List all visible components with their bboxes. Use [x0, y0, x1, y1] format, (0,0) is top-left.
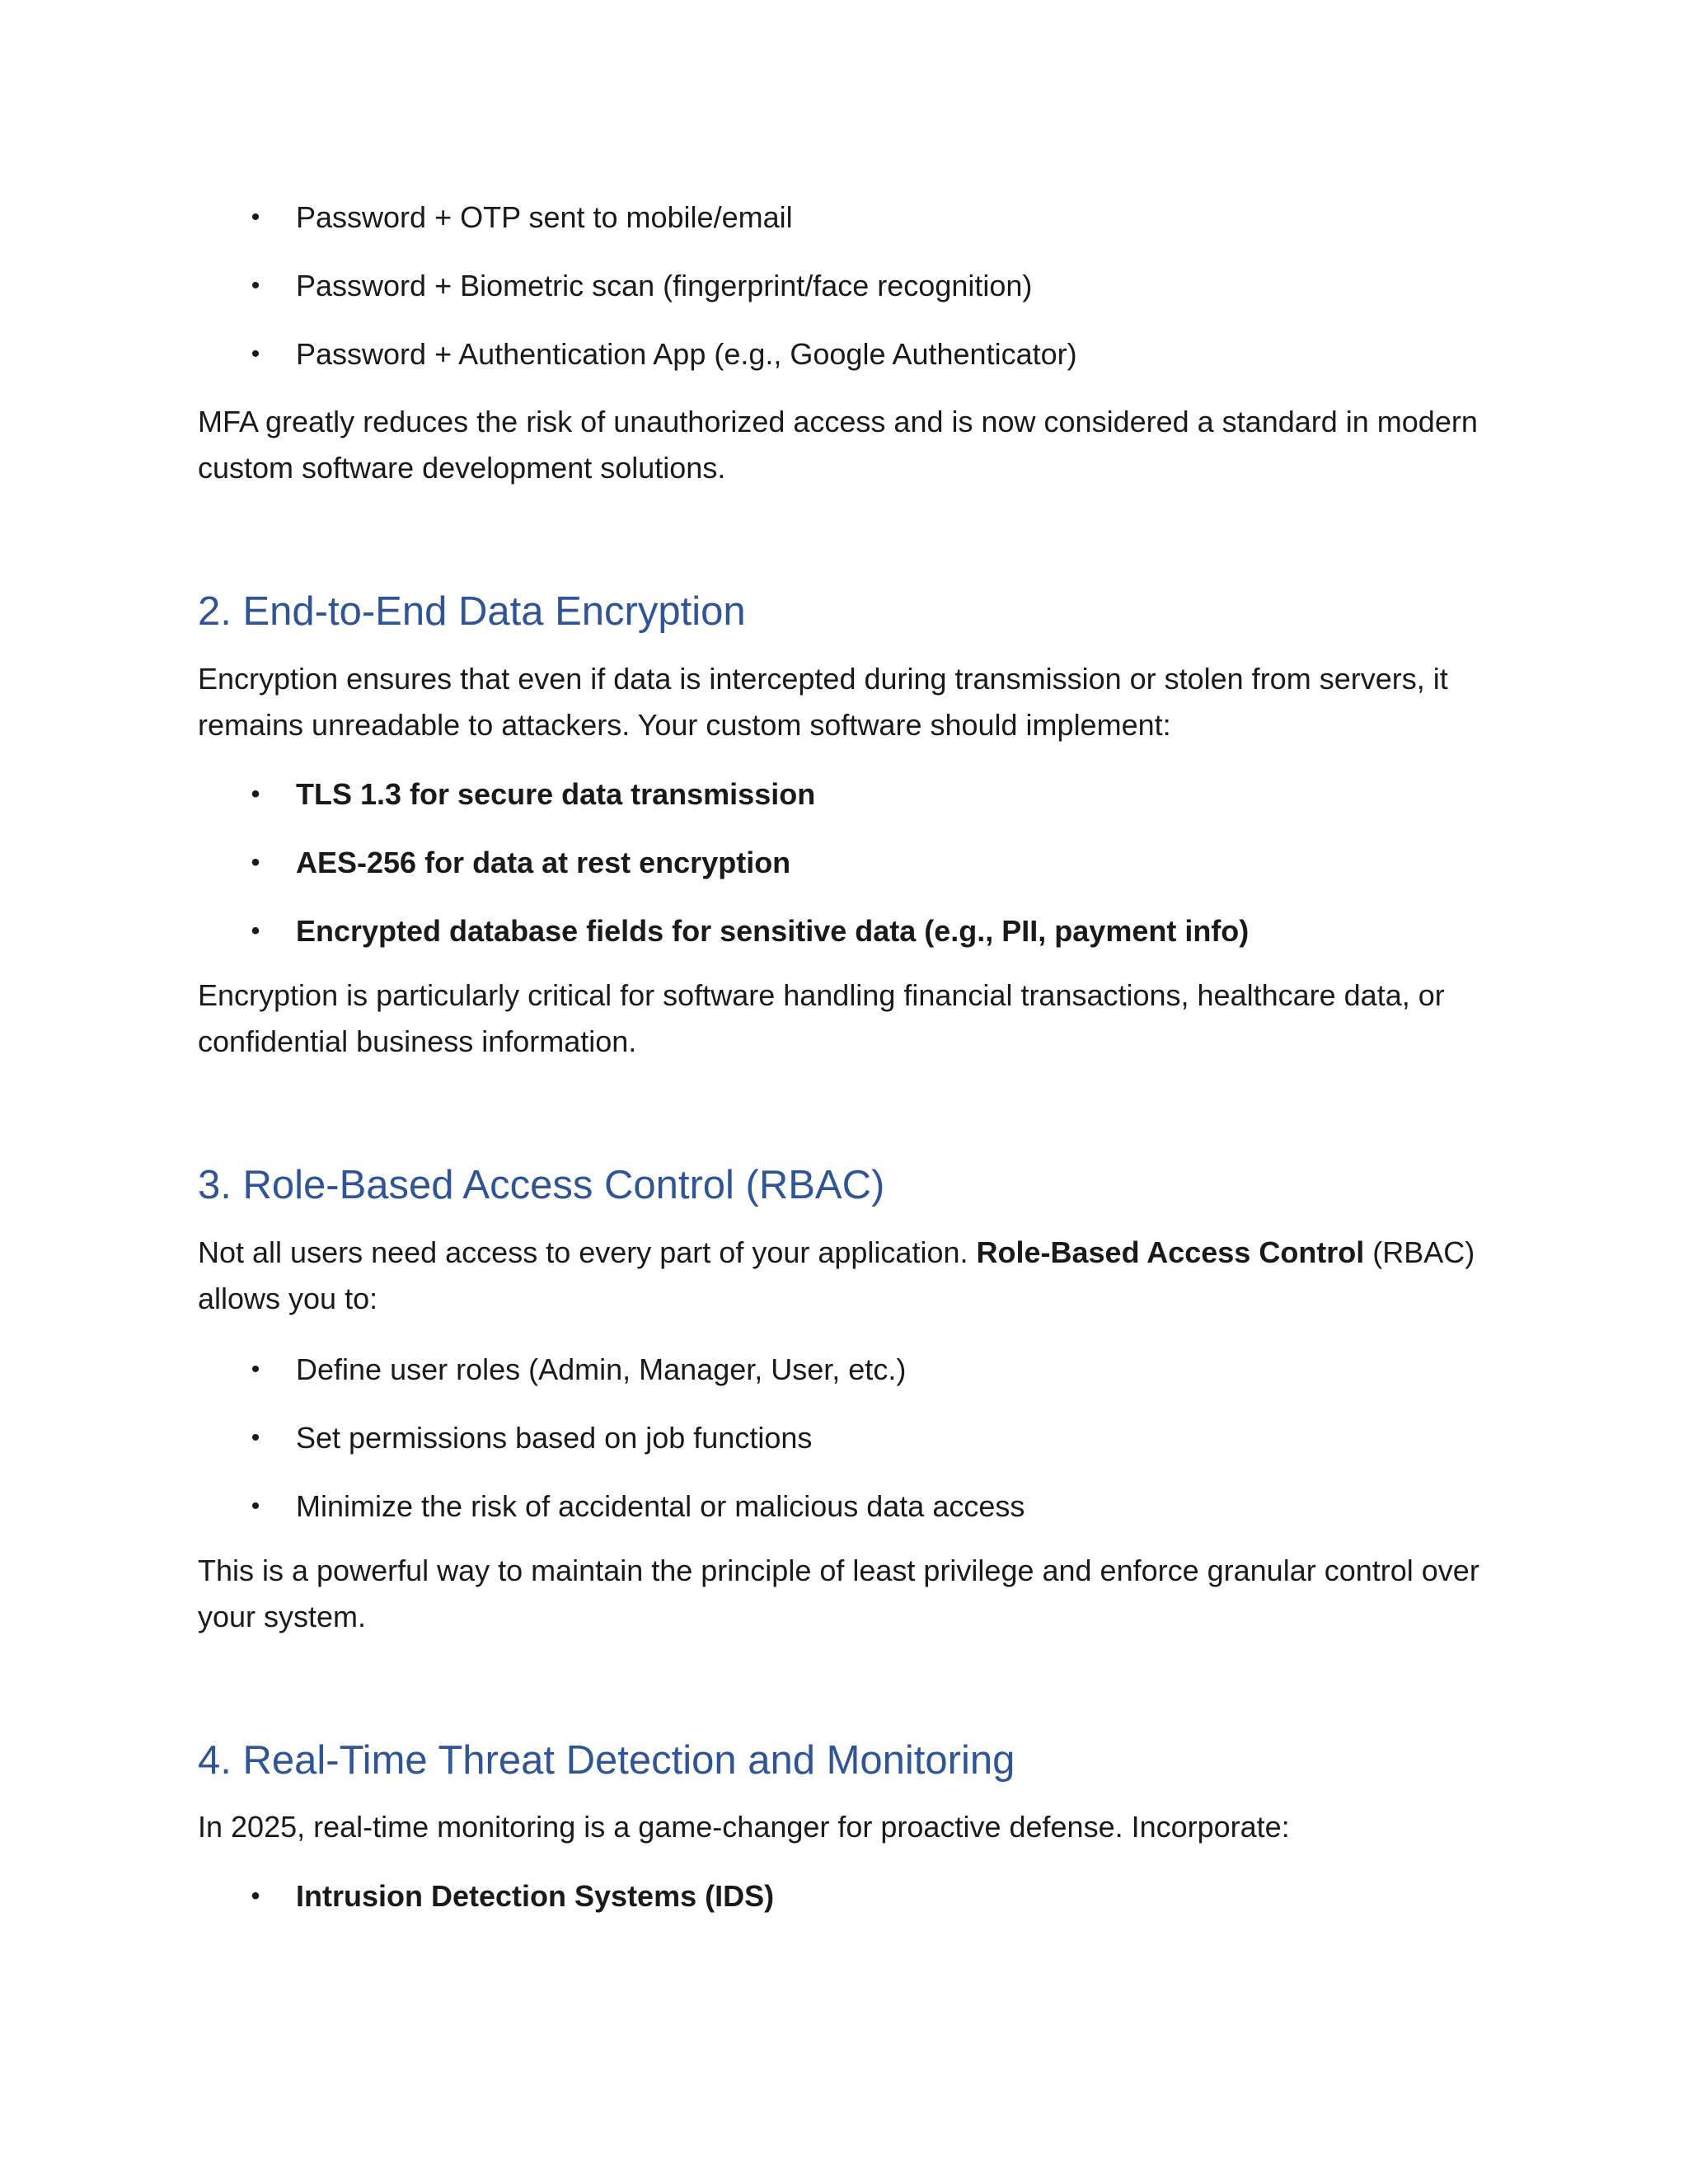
section-outro-rbac: This is a powerful way to maintain the principle of least privilege and enforce granular control over your system. — [198, 1554, 1479, 1633]
bullet-icon: • — [251, 1882, 260, 1910]
mfa-paragraph: MFA greatly reduces the risk of unauthorized access and is now considered a standard in modern custom software development solutions. — [198, 405, 1478, 485]
section-heading-encryption: 2. End-to-End Data Encryption — [198, 589, 746, 634]
list-item-text: Minimize the risk of accidental or malicious data access — [296, 1489, 1025, 1523]
list-item — [198, 334, 1533, 375]
bullet-icon: • — [251, 272, 260, 299]
list-item — [198, 1486, 1533, 1527]
list-item-text: AES-256 for data at rest encryption — [296, 846, 791, 879]
list-item-text: Intrusion Detection Systems (IDS) — [296, 1879, 775, 1913]
rbac-intro-tail: (RBAC) allows you to: — [198, 1235, 1475, 1315]
section-outro-encryption: Encryption is particularly critical for software handling financial transactions, healthcare data, or confidential business information. — [198, 978, 1445, 1058]
bullet-icon: • — [251, 1493, 260, 1520]
bullet-icon: • — [251, 204, 260, 231]
list-item-text: Encrypted database fields for sensitive data (e.g., PII, payment info) — [296, 914, 1250, 948]
rbac-intro-text: Not all users need access to every part of your application. — [198, 1235, 977, 1269]
list-item — [198, 774, 1533, 815]
list-item — [198, 1876, 1533, 1917]
list-item-text: TLS 1.3 for secure data transmission — [296, 777, 816, 811]
section-intro-encryption: Encryption ensures that even if data is intercepted during transmission or stolen from servers, it remains unreadable to attackers. Your custom software should implement: — [198, 662, 1448, 742]
rbac-term: Role-Based Access Control — [976, 1235, 1365, 1269]
list-item-text: Password + Authentication App (e.g., Google Authenticator) — [296, 337, 1077, 371]
list-item-text: Define user roles (Admin, Manager, User, etc.) — [296, 1352, 907, 1386]
list-item — [198, 842, 1533, 883]
bullet-icon: • — [251, 849, 260, 876]
list-item — [198, 1418, 1533, 1459]
section-intro-threat-detection: In 2025, real-time monitoring is a game-changer for proactive defense. Incorporate: — [198, 1810, 1290, 1844]
list-item-text: Password + Biometric scan (fingerprint/face recognition) — [296, 269, 1033, 302]
bullet-icon: • — [251, 917, 260, 944]
section-intro-rbac — [198, 1230, 1533, 1322]
list-item — [198, 1349, 1533, 1390]
bullet-icon: • — [251, 340, 260, 368]
bullet-icon: • — [251, 1356, 260, 1383]
bullet-icon: • — [251, 780, 260, 808]
list-item-text: Password + OTP sent to mobile/email — [296, 200, 793, 234]
bullet-icon: • — [251, 1424, 260, 1451]
list-item — [198, 265, 1533, 307]
section-heading-threat-detection: 4. Real-Time Threat Detection and Monitoring — [198, 1738, 1015, 1783]
list-item-text: Set permissions based on job functions — [296, 1421, 813, 1455]
list-item — [198, 197, 1533, 238]
list-item — [198, 911, 1533, 952]
section-heading-rbac: 3. Role-Based Access Control (RBAC) — [198, 1163, 885, 1207]
